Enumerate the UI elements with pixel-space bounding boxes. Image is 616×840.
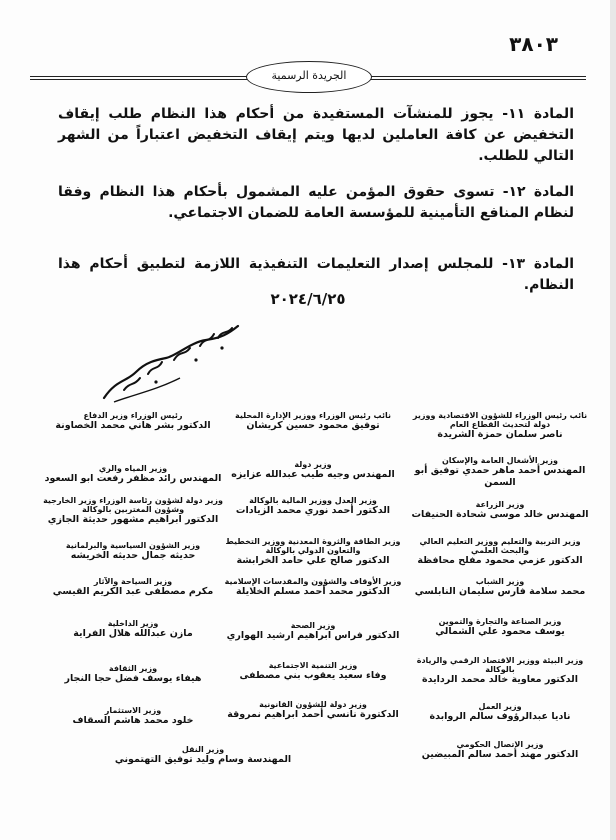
official-name: المهندسة وسام وليد توفيق التهتموني xyxy=(114,754,292,765)
official-title: وزير الطاقة والثروة المعدنية ووزير التخطيط والتعاون الدولي بالوكالة xyxy=(225,537,401,555)
article-13: المادة ١٣- للمجلس إصدار التعليمات التنفيذية اللازمة لتطبيق أحكام هذا النظام. xyxy=(58,256,574,293)
official-title: وزير الصناعة والتجارة والتموين xyxy=(438,617,562,626)
official-name: الدكتور فراس ابراهيم ارشيد الهواري xyxy=(226,630,400,641)
official-2 xyxy=(218,411,408,432)
official-name: يوسف محمود علي الشمالي xyxy=(435,626,565,637)
official-17 xyxy=(218,621,408,642)
official-name: توفيق محمود حسين كريشان xyxy=(246,420,380,431)
official-4 xyxy=(405,456,595,489)
official-26 xyxy=(108,745,298,766)
official-title: وزير الشؤون السياسية والبرلمانية xyxy=(65,541,201,550)
page-number: ٣٨٠٣ xyxy=(509,32,558,56)
official-name: الدكتور مهند أحمد سالم المبيضين xyxy=(421,749,579,760)
official-title: وزير دولة لشؤون رئاسة الوزراء وزير الخارجية وشؤون المغتربين بالوكالة xyxy=(43,496,223,514)
official-1 xyxy=(405,411,595,441)
official-22 xyxy=(405,702,595,723)
official-name: المهندس أحمد ماهر حمدي توفيق أبو السمن xyxy=(414,465,586,488)
official-title: وزير التنمية الاجتماعية xyxy=(268,661,358,670)
royal-signature-icon xyxy=(96,320,246,410)
official-name: الدكتور محمد أحمد مسلم الخلايلة xyxy=(236,586,390,597)
official-9 xyxy=(38,496,228,526)
article-11: المادة ١١- يجوز للمنشآت المستفيدة من أحكام هذا النظام طلب إيقاف التخفيض عن كافة العاملين لديها ويتم إيقاف التخفيض اعتباراً من الشهر التالي للطلب. xyxy=(58,106,574,164)
gazette-title: الجريدة الرسمية xyxy=(271,69,347,82)
official-title: نائب رئيس الوزراء للشؤون الاقتصادية ووزير دولة لتحديث القطاع العام xyxy=(412,411,588,429)
official-20 xyxy=(218,661,408,682)
official-name: هيفاء يوسف فضل حجا النجار xyxy=(64,673,202,684)
official-24 xyxy=(38,706,228,727)
official-name: الدكتور أحمد نوري محمد الزيادات xyxy=(235,505,391,516)
official-title: وزير الداخلية xyxy=(107,619,159,628)
official-13 xyxy=(405,577,595,598)
official-name: نادیا عبدالرؤوف سالم الروابدة xyxy=(429,711,571,722)
official-title: وزير الصحة xyxy=(290,621,336,630)
official-3 xyxy=(38,411,228,432)
official-15 xyxy=(38,577,228,598)
official-12 xyxy=(38,541,228,562)
official-title: وزير الشباب xyxy=(475,577,525,586)
official-title: وزير الأشغال العامة والإسكان xyxy=(441,456,559,465)
official-name: حديثه جمال حديثه الخريشه xyxy=(70,550,196,561)
official-title: وزير السياحة والآثار xyxy=(93,577,173,586)
official-name: محمد سلامة فارس سليمان النابلسي xyxy=(414,586,586,597)
official-title: وزير النقل xyxy=(181,745,225,754)
official-title: وزير الأوقاف والشؤون والمقدسات الإسلامية xyxy=(224,577,402,586)
official-name: خلود محمد هاشم السقاف xyxy=(72,715,194,726)
page-edge-shadow xyxy=(610,0,616,840)
official-title: وزير الاستثمار xyxy=(104,706,162,715)
decree-date: ٢٠٢٤/٦/٢٥ xyxy=(270,290,346,308)
official-title: وزير التربية والتعليم ووزير التعليم العالي والبحث العلمي xyxy=(419,537,581,555)
official-name: الدكتور ابراهيم مشهور حديثة الجازي xyxy=(47,514,219,525)
official-name: مكرم مصطفى عبد الكريم القيسي xyxy=(52,586,214,597)
official-name: الدكتور معاوية خالد محمد الردايدة xyxy=(422,674,578,685)
official-title: وزير دولة للشؤون القانونية xyxy=(259,700,367,709)
official-7 xyxy=(405,500,595,521)
official-title: وزير العمل xyxy=(478,702,522,711)
official-title: وزير الزراعة xyxy=(475,500,525,509)
official-name: المهندس خالد موسى شحادة الحنيفات xyxy=(411,509,589,520)
official-18 xyxy=(38,619,228,640)
official-name: ناصر سلمان حمزة الشريدة xyxy=(437,429,563,440)
official-25 xyxy=(405,740,595,761)
official-name: الدكتورة نانسي أحمد ابراهيم نمروقة xyxy=(227,709,399,720)
official-name: المهندس رائد مظفر رفعت ابو السعود xyxy=(44,473,222,484)
official-title: نائب رئيس الوزراء ووزير الإدارة المحلية xyxy=(234,411,392,420)
official-16 xyxy=(405,617,595,638)
official-title: وزير الثقافة xyxy=(108,664,158,673)
official-title: وزير المياه والري xyxy=(98,464,168,473)
official-23 xyxy=(218,700,408,721)
official-title: وزير الاتصال الحكومي xyxy=(456,740,544,749)
official-10 xyxy=(405,537,595,567)
official-title: رئيس الوزراء وزير الدفاع xyxy=(83,411,183,420)
official-name: وفاء سعيد يعقوب بني مصطفى xyxy=(239,670,387,681)
official-name: الدكتور عزمي محمود مفلح محافظة xyxy=(417,555,583,566)
official-title: وزير دولة xyxy=(294,460,332,469)
official-21 xyxy=(38,664,228,685)
official-name: المهندس وجيه طيب عبدالله عزايزه xyxy=(231,469,395,480)
official-5 xyxy=(218,460,408,481)
official-8 xyxy=(218,496,408,517)
official-19 xyxy=(405,656,595,686)
official-11 xyxy=(218,537,408,567)
official-title: وزير العدل ووزير المالية بالوكالة xyxy=(249,496,377,505)
official-title: وزير البيئة ووزير الاقتصاد الرقمي والريادة بالوكالة xyxy=(416,656,584,674)
gazette-title-oval xyxy=(246,61,372,93)
official-name: الدكتور بشر هاني محمد الخصاونة xyxy=(55,420,211,431)
official-name: مازن عبدالله هلال الفراية xyxy=(73,628,193,639)
official-6 xyxy=(38,464,228,485)
official-14 xyxy=(218,577,408,598)
official-name: الدكتور صالح علي حامد الخرابشة xyxy=(236,555,390,566)
article-12: المادة ١٢- تسوى حقوق المؤمن عليه المشمول بأحكام هذا النظام وفقا لنظام المنافع التأمينية للمؤسسة العامة للضمان الاجتماعي. xyxy=(58,184,574,221)
